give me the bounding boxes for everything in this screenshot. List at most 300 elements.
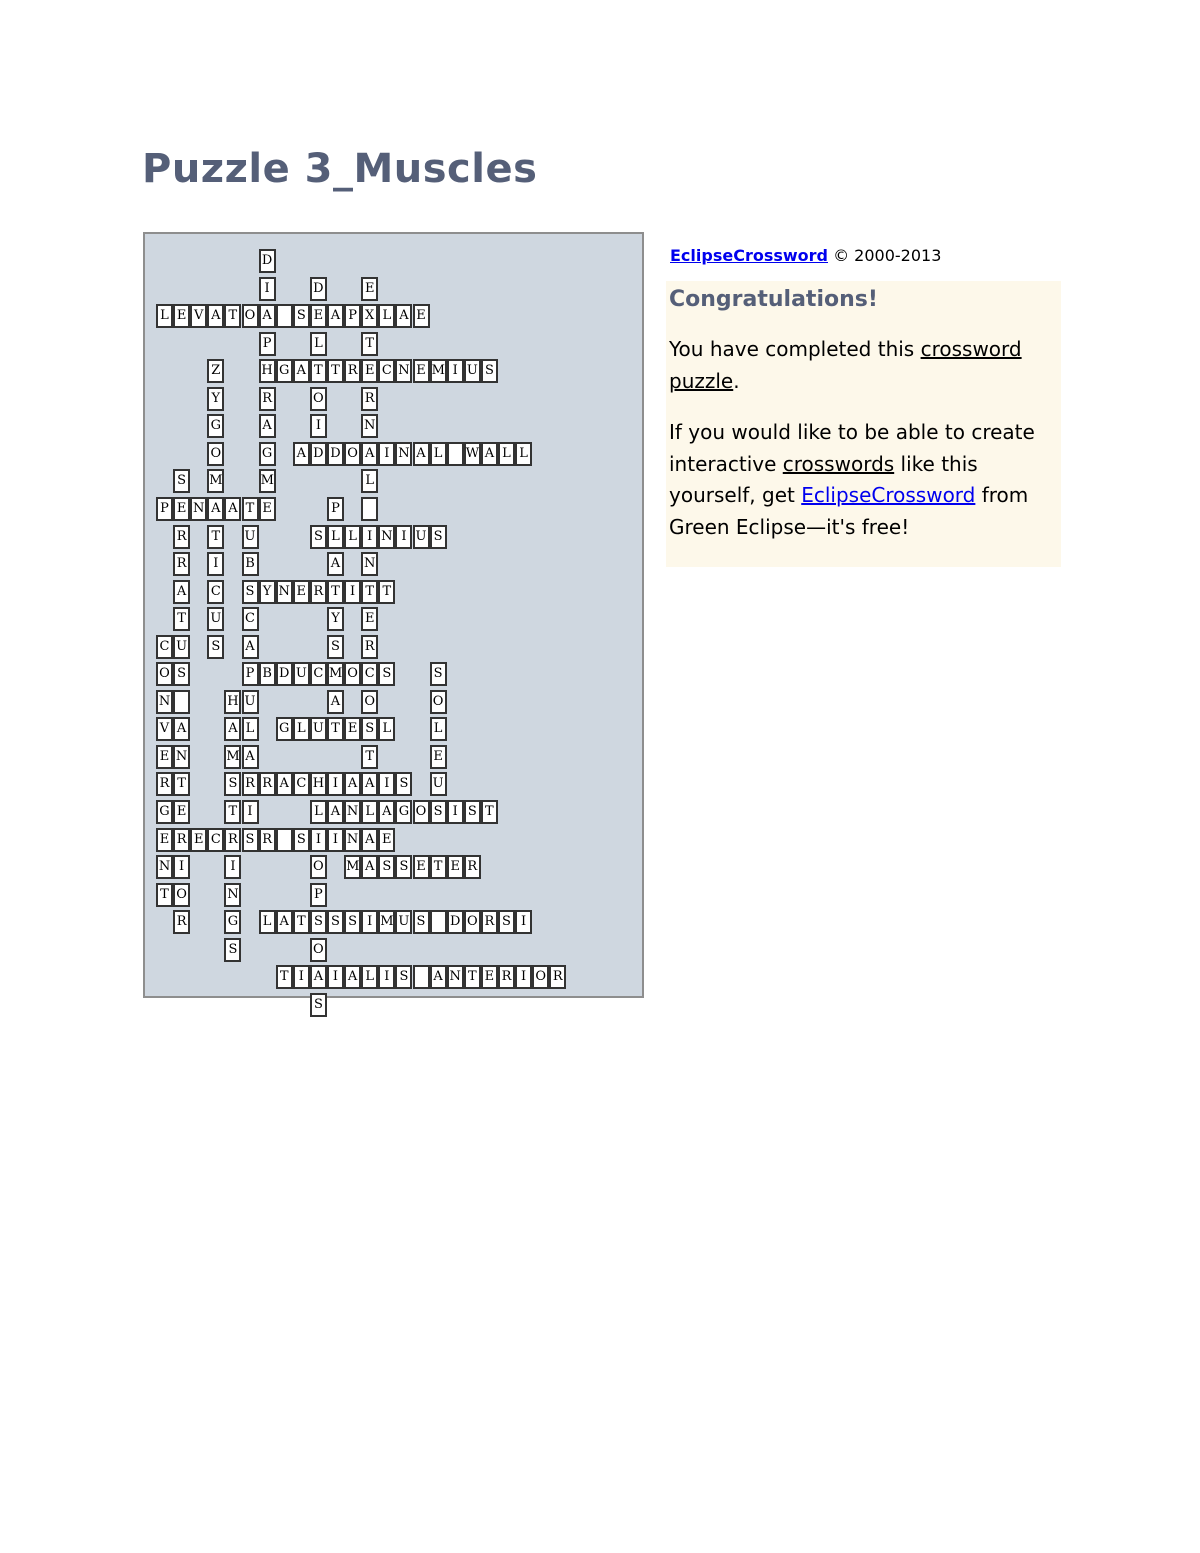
crossword-cell[interactable] [224, 938, 241, 962]
crossword-cell[interactable] [327, 717, 344, 741]
crossword-cell[interactable] [207, 304, 224, 328]
crossword-cell[interactable] [532, 965, 549, 989]
cell-letter: S [433, 528, 443, 544]
crossword-cell[interactable] [224, 855, 241, 879]
crossword-cell[interactable] [224, 772, 241, 796]
crossword-cell[interactable] [224, 883, 241, 907]
crossword-cell[interactable] [344, 304, 361, 328]
crossword-cell[interactable] [447, 442, 464, 466]
crossword-cell[interactable] [207, 359, 224, 383]
crossword-cell[interactable] [173, 772, 190, 796]
crossword-cell[interactable] [447, 800, 464, 824]
crossword-cell[interactable] [413, 304, 430, 328]
crossword-cell[interactable] [224, 497, 241, 521]
crossword-cell[interactable] [481, 965, 498, 989]
crossword-cell[interactable] [361, 525, 378, 549]
crossword-cell[interactable] [361, 497, 378, 521]
crossword-cell[interactable] [464, 359, 481, 383]
crossword-cell[interactable] [361, 277, 378, 301]
crossword-cell[interactable] [430, 690, 447, 714]
cell-letter: E [176, 804, 187, 819]
crossword-cell[interactable] [327, 552, 344, 576]
crossword-cell[interactable] [327, 635, 344, 659]
crossword-cell[interactable] [430, 772, 447, 796]
crossword-cell[interactable] [173, 635, 190, 659]
crossword-cell[interactable] [515, 442, 532, 466]
crossword-cell[interactable] [344, 800, 361, 824]
cell-letter: P [331, 500, 340, 516]
crossword-cell[interactable] [173, 800, 190, 824]
crossword-cell[interactable] [259, 580, 276, 604]
crossword-cell[interactable] [378, 580, 395, 604]
crossword-cell[interactable] [259, 469, 276, 493]
crossword-cell[interactable] [361, 910, 378, 934]
cell-letter: G [210, 418, 221, 434]
crossword-cell[interactable] [242, 662, 259, 686]
crossword-cell[interactable] [310, 414, 327, 438]
crossword-cell[interactable] [173, 304, 190, 328]
crosswords-term[interactable]: crosswords [782, 451, 895, 476]
crossword-cell[interactable] [361, 800, 378, 824]
cell-letter: U [176, 638, 188, 654]
cell-letter: E [450, 859, 460, 875]
crossword-cell[interactable] [413, 800, 430, 824]
crossword-cell[interactable] [224, 304, 241, 328]
crossword-cell[interactable] [327, 800, 344, 824]
crossword-cell[interactable] [378, 800, 395, 824]
crossword-cell[interactable] [224, 690, 241, 714]
crossword-cell[interactable] [327, 607, 344, 631]
crossword-cell[interactable] [361, 855, 378, 879]
crossword-cell[interactable] [156, 745, 173, 769]
crossword-cell[interactable] [156, 828, 173, 852]
cell-letter: A [399, 308, 409, 324]
cell-letter: S [467, 804, 477, 819]
crossword-cell[interactable] [293, 772, 310, 796]
crossword-cell[interactable] [173, 552, 190, 576]
crossword-cell[interactable] [344, 359, 361, 383]
crossword-cell[interactable] [276, 717, 293, 741]
crossword-cell[interactable] [207, 828, 224, 852]
crossword-cell[interactable] [327, 910, 344, 934]
crossword-cell[interactable] [207, 442, 224, 466]
cell-letter: A [211, 308, 221, 324]
crossword-cell[interactable] [276, 662, 293, 686]
crossword-cell[interactable] [464, 800, 481, 824]
crossword-cell[interactable] [515, 965, 532, 989]
crossword-cell[interactable] [276, 580, 293, 604]
crossword-cell[interactable] [207, 497, 224, 521]
crossword-cell[interactable] [259, 442, 276, 466]
crossword-cell[interactable] [310, 359, 327, 383]
crossword-cell[interactable] [310, 883, 327, 907]
crossword-cell[interactable] [259, 332, 276, 356]
cell-letter: R [176, 556, 187, 572]
crossword-cell[interactable] [242, 717, 259, 741]
crossword-cell[interactable] [259, 497, 276, 521]
crossword-cell[interactable] [173, 910, 190, 934]
crossword-cell[interactable] [327, 359, 344, 383]
crossword-cell[interactable] [156, 635, 173, 659]
crossword-cell[interactable] [327, 580, 344, 604]
crossword-cell[interactable] [310, 993, 327, 1017]
crossword-cell[interactable] [173, 525, 190, 549]
cell-letter: M [226, 748, 240, 764]
crossword-cell[interactable] [173, 607, 190, 631]
crossword-cell[interactable] [361, 580, 378, 604]
crossword-cell[interactable] [310, 442, 327, 466]
crossword-cell[interactable] [224, 717, 241, 741]
cell-letter: I [452, 804, 458, 819]
crossword-cell[interactable] [276, 828, 293, 852]
crossword-cell[interactable] [344, 580, 361, 604]
cell-letter: U [312, 721, 324, 737]
cell-letter: C [296, 776, 307, 792]
crossword-cell[interactable] [361, 552, 378, 576]
crossword-cell[interactable] [156, 800, 173, 824]
crossword-cell[interactable] [190, 304, 207, 328]
crossword-cell[interactable] [242, 772, 259, 796]
crossword-cell[interactable] [464, 855, 481, 879]
crossword-cell[interactable] [378, 965, 395, 989]
crossword-cell[interactable] [327, 690, 344, 714]
side-panel [669, 246, 1061, 567]
crossword-cell[interactable] [173, 745, 190, 769]
crossword-cell[interactable] [156, 304, 173, 328]
crossword-cell[interactable] [207, 414, 224, 438]
cell-letter: H [227, 693, 239, 709]
crossword-cell[interactable] [344, 855, 361, 879]
crossword-cell[interactable] [242, 635, 259, 659]
cell-letter: T [382, 583, 392, 599]
crossword-cell[interactable] [310, 304, 327, 328]
crossword-cell[interactable] [413, 359, 430, 383]
crossword-cell[interactable] [310, 717, 327, 741]
crossword-cell[interactable] [361, 387, 378, 411]
crossword-cell[interactable] [395, 304, 412, 328]
crossword-cell[interactable] [156, 772, 173, 796]
crossword-cell[interactable] [378, 304, 395, 328]
crossword-cell[interactable] [293, 828, 310, 852]
cell-letter: N [158, 859, 171, 875]
crossword-cell[interactable] [361, 772, 378, 796]
crossword-cell[interactable] [242, 552, 259, 576]
crossword-cell[interactable] [464, 965, 481, 989]
cell-letter: O [176, 886, 187, 902]
crossword-cell[interactable] [173, 855, 190, 879]
crossword-cell[interactable] [242, 800, 259, 824]
crossword-cell[interactable] [173, 580, 190, 604]
crossword-cell[interactable] [310, 580, 327, 604]
crossword-cell[interactable] [361, 965, 378, 989]
crossword-cell[interactable] [515, 910, 532, 934]
cell-letter: N [449, 969, 461, 985]
crossword-cell[interactable] [310, 828, 327, 852]
crossword-cell[interactable] [224, 910, 241, 934]
crossword-cell[interactable] [378, 442, 395, 466]
crossword-cell[interactable] [310, 800, 327, 824]
crossword-cell[interactable] [430, 359, 447, 383]
crossword-cell[interactable] [224, 828, 241, 852]
crossword-cell[interactable] [413, 855, 430, 879]
crossword-cell[interactable] [430, 800, 447, 824]
crossword-cell[interactable] [156, 497, 173, 521]
crossword-cell[interactable] [395, 359, 412, 383]
cell-letter: R [364, 638, 375, 654]
crossword-cell[interactable] [327, 965, 344, 989]
crossword-cell[interactable] [361, 607, 378, 631]
cell-letter: C [210, 831, 221, 847]
crossword-cell[interactable] [293, 304, 310, 328]
crossword-cell[interactable] [259, 304, 276, 328]
crossword-cell[interactable] [259, 359, 276, 383]
crossword-cell[interactable] [378, 828, 395, 852]
crossword-cell[interactable] [395, 525, 412, 549]
crossword-cell[interactable] [173, 469, 190, 493]
crossword-cell[interactable] [395, 800, 412, 824]
crossword-cell[interactable] [327, 772, 344, 796]
crossword-cell[interactable] [173, 883, 190, 907]
crossword-cell[interactable] [378, 855, 395, 879]
crossword-cell[interactable] [327, 304, 344, 328]
crossword-cell[interactable] [242, 525, 259, 549]
crossword-cell[interactable] [361, 635, 378, 659]
eclipsecrossword-credit-link[interactable]: EclipseCrossword [670, 246, 828, 265]
crossword-cell[interactable] [395, 855, 412, 879]
cell-letter: R [176, 914, 187, 930]
crossword-cell[interactable] [259, 277, 276, 301]
crossword-cell[interactable] [481, 442, 498, 466]
crossword-cell[interactable] [259, 910, 276, 934]
crossword-cell[interactable] [310, 910, 327, 934]
crossword-cell[interactable] [207, 552, 224, 576]
crossword-cell[interactable] [378, 717, 395, 741]
crossword-cell[interactable] [310, 772, 327, 796]
crossword-cell[interactable] [361, 717, 378, 741]
crossword-cell[interactable] [395, 772, 412, 796]
crossword-cell[interactable] [327, 497, 344, 521]
crossword-cell[interactable] [207, 469, 224, 493]
cell-letter: I [230, 859, 236, 875]
crossword-cell[interactable] [430, 910, 447, 934]
cell-letter: N [398, 445, 410, 461]
crossword-cell[interactable] [207, 580, 224, 604]
crossword-cell[interactable] [242, 690, 259, 714]
crossword-cell[interactable] [276, 965, 293, 989]
crossword-cell[interactable] [430, 525, 447, 549]
crossword-cell[interactable] [327, 662, 344, 686]
crossword-cell[interactable] [310, 662, 327, 686]
crossword-cell[interactable] [173, 828, 190, 852]
crossword-cell[interactable] [156, 690, 173, 714]
crossword-cell[interactable] [242, 607, 259, 631]
crossword-cell[interactable] [293, 662, 310, 686]
cell-letter: A [262, 418, 272, 434]
crossword-cell[interactable] [310, 855, 327, 879]
cell-letter: N [381, 528, 393, 544]
cell-letter: R [313, 583, 324, 599]
crossword-cell[interactable] [259, 772, 276, 796]
crossword-cell[interactable] [327, 442, 344, 466]
crossword-cell[interactable] [344, 717, 361, 741]
crossword-cell[interactable] [361, 469, 378, 493]
crossword-cell[interactable] [207, 525, 224, 549]
crossword-cell[interactable] [190, 497, 207, 521]
crossword-cell[interactable] [481, 359, 498, 383]
crossword-cell[interactable] [361, 690, 378, 714]
crossword-cell[interactable] [293, 580, 310, 604]
crossword-cell[interactable] [310, 277, 327, 301]
crossword-cell[interactable] [464, 910, 481, 934]
crossword-cell[interactable] [242, 580, 259, 604]
crossword-cell[interactable] [361, 442, 378, 466]
crossword-cell[interactable] [344, 772, 361, 796]
crossword-cell[interactable] [344, 910, 361, 934]
crossword-cell[interactable] [413, 910, 430, 934]
crossword-cell[interactable] [310, 332, 327, 356]
crossword-cell[interactable] [259, 662, 276, 686]
crossword-cell[interactable] [378, 359, 395, 383]
crossword-cell[interactable] [413, 442, 430, 466]
crossword-cell[interactable] [156, 883, 173, 907]
crossword-cell[interactable] [378, 910, 395, 934]
crossword-cell[interactable] [361, 359, 378, 383]
crossword-cell[interactable] [361, 745, 378, 769]
cell-letter: R [262, 390, 272, 406]
crossword-cell[interactable] [242, 828, 259, 852]
crossword-cell[interactable] [310, 965, 327, 989]
crossword-cell[interactable] [259, 249, 276, 273]
crossword-cell[interactable] [361, 662, 378, 686]
crossword-cell[interactable] [447, 359, 464, 383]
crossword-cell[interactable] [327, 828, 344, 852]
crossword-cell[interactable] [430, 745, 447, 769]
crossword-cell[interactable] [310, 525, 327, 549]
crossword-cell[interactable] [430, 442, 447, 466]
crossword-cell[interactable] [276, 359, 293, 383]
crossword-cell[interactable] [293, 965, 310, 989]
crossword-cell[interactable] [207, 387, 224, 411]
crossword-cell[interactable] [293, 359, 310, 383]
cell-letter: A [330, 804, 341, 819]
crossword-cell[interactable] [361, 332, 378, 356]
crossword-cell[interactable] [378, 662, 395, 686]
crossword-cell[interactable] [224, 745, 241, 769]
cell-letter: T [467, 969, 477, 985]
crossword-cell[interactable] [395, 442, 412, 466]
crossword-cell[interactable] [293, 910, 310, 934]
crossword-cell[interactable] [430, 965, 447, 989]
cell-letter: N [278, 583, 290, 599]
crossword-cell[interactable] [259, 828, 276, 852]
cell-letter: T [160, 886, 169, 902]
crossword-cell[interactable] [447, 910, 464, 934]
crossword-cell[interactable] [378, 772, 395, 796]
crossword-cell[interactable] [361, 414, 378, 438]
crossword-cell[interactable] [361, 828, 378, 852]
crossword-cell[interactable] [498, 910, 515, 934]
crossword-cell[interactable] [173, 717, 190, 741]
crossword-cell[interactable] [276, 304, 293, 328]
crossword-cell[interactable] [242, 745, 259, 769]
crossword-cell[interactable] [276, 772, 293, 796]
crossword-cell[interactable] [327, 525, 344, 549]
crossword-cell[interactable] [395, 965, 412, 989]
crossword-cell[interactable] [344, 828, 361, 852]
cell-letter: A [364, 445, 375, 461]
crossword-cell[interactable] [413, 525, 430, 549]
crossword-cell[interactable] [310, 938, 327, 962]
cell-letter: C [313, 666, 324, 682]
crossword-cell[interactable] [549, 965, 566, 989]
crossword-cell[interactable] [156, 717, 173, 741]
crossword-cell[interactable] [259, 387, 276, 411]
cell-letter: O [313, 390, 324, 406]
crossword-cell[interactable] [276, 910, 293, 934]
crossword-cell[interactable] [481, 910, 498, 934]
crossword-cell[interactable] [430, 717, 447, 741]
cell-letter: D [278, 666, 290, 682]
eclipsecrossword-get-link[interactable]: EclipseCrossword [801, 483, 976, 507]
congratulations-box [666, 281, 1061, 567]
crossword-cell[interactable] [293, 442, 310, 466]
crossword-cell[interactable] [344, 442, 361, 466]
crossword-cell[interactable] [344, 965, 361, 989]
crossword-cell[interactable] [344, 662, 361, 686]
crossword-cell[interactable] [413, 965, 430, 989]
crossword-cell[interactable] [498, 442, 515, 466]
crossword-cell[interactable] [447, 965, 464, 989]
crossword-cell[interactable] [156, 855, 173, 879]
cell-letter: E [262, 500, 272, 516]
cell-letter: I [332, 776, 339, 792]
cell-letter: L [365, 804, 374, 819]
crossword-cell[interactable] [464, 442, 481, 466]
crossword-cell[interactable] [224, 800, 241, 824]
crossword-cell[interactable] [173, 690, 190, 714]
crossword-cell[interactable] [156, 662, 173, 686]
crossword-cell[interactable] [310, 387, 327, 411]
crossword-cell[interactable] [259, 414, 276, 438]
crossword-cell[interactable] [190, 828, 207, 852]
crossword-cell[interactable] [173, 497, 190, 521]
crossword-cell[interactable] [242, 304, 259, 328]
crossword-cell[interactable] [207, 635, 224, 659]
crossword-cell[interactable] [378, 525, 395, 549]
cell-letter: E [416, 859, 426, 875]
crossword-cell[interactable] [430, 662, 447, 686]
crossword-cell[interactable] [430, 855, 447, 879]
crossword-cell[interactable] [481, 800, 498, 824]
crossword-puzzle-term[interactable]: crossword puzzle [669, 337, 1022, 393]
crossword-cell[interactable] [361, 304, 378, 328]
crossword-cell[interactable] [207, 607, 224, 631]
cell-letter: T [331, 583, 340, 599]
cell-letter: S [211, 638, 221, 654]
crossword-cell[interactable] [293, 717, 310, 741]
cell-letter: I [367, 528, 373, 544]
crossword-cell[interactable] [395, 910, 412, 934]
crossword-cell[interactable] [173, 662, 190, 686]
cell-letter: I [452, 363, 458, 379]
cell-letter: L [519, 445, 528, 461]
crossword-cell[interactable] [498, 965, 515, 989]
crossword-cell[interactable] [447, 855, 464, 879]
cell-letter: T [177, 776, 186, 792]
crossword-cell[interactable] [242, 497, 259, 521]
cell-letter: S [245, 583, 255, 599]
crossword-cell[interactable] [344, 525, 361, 549]
